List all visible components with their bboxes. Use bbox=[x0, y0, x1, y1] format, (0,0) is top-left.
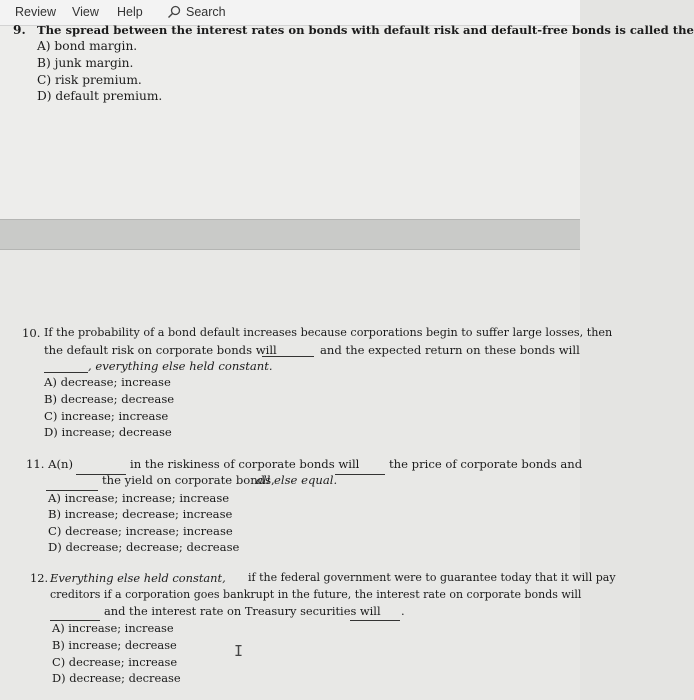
option-c[interactable]: C) decrease; increase bbox=[52, 655, 178, 669]
option-d[interactable]: D) default premium. bbox=[37, 89, 163, 103]
question-stem-line-3: and the interest rate on Treasury securities will bbox=[104, 604, 381, 618]
question-stem-line-1: If the probability of a bond default increases because corporations begin to suffer large losses, then bbox=[44, 326, 613, 339]
question-stem-line-2b: and the expected return on these bonds will bbox=[320, 343, 580, 357]
question-stem-line-3-end: . bbox=[401, 604, 405, 618]
document-page-2 bbox=[0, 250, 616, 700]
option-c[interactable]: C) increase; increase bbox=[44, 409, 169, 423]
question-stem: The spread between the interest rates on bonds with default risk and default-free bonds is called the bbox=[37, 23, 694, 37]
answer-blank bbox=[44, 362, 88, 373]
question-stem-line-2: creditors if a corporation goes bankrupt in the future, the interest rate on corporate bonds will bbox=[50, 588, 582, 601]
question-stem-line-3: , everything else held constant. bbox=[88, 359, 273, 373]
question-stem-line-2a: the default risk on corporate bonds will bbox=[44, 343, 277, 357]
question-number: 11. A(n) bbox=[26, 457, 74, 471]
page-separator bbox=[0, 219, 580, 250]
option-a[interactable]: A) increase; increase bbox=[52, 621, 174, 635]
option-a[interactable]: A) bond margin. bbox=[37, 39, 138, 53]
option-b[interactable]: B) decrease; decrease bbox=[44, 392, 175, 406]
question-stem-line-1b: the price of corporate bonds and bbox=[389, 457, 583, 471]
text-cursor-icon: I bbox=[234, 642, 244, 660]
question-stem-line-2b: all else equal. bbox=[256, 473, 338, 487]
search-label: Search bbox=[186, 5, 226, 19]
question-stem-line-1a: in the riskiness of corporate bonds will bbox=[130, 457, 360, 471]
menu-review[interactable]: Review bbox=[15, 5, 56, 19]
option-a[interactable]: A) decrease; increase bbox=[44, 375, 171, 389]
option-d[interactable]: D) increase; decrease bbox=[44, 425, 172, 439]
option-b[interactable]: B) increase; decrease; increase bbox=[48, 507, 233, 521]
question-number: 12. bbox=[30, 571, 49, 585]
option-b[interactable]: B) increase; decrease bbox=[52, 638, 177, 652]
option-d[interactable]: D) decrease; decrease; decrease bbox=[48, 540, 240, 554]
search-box[interactable] bbox=[167, 2, 226, 22]
question-number: 9. bbox=[13, 23, 26, 37]
question-stem-line-1a: Everything else held constant, bbox=[50, 571, 226, 585]
option-a[interactable]: A) increase; increase; increase bbox=[48, 491, 230, 505]
option-d[interactable]: D) decrease; decrease bbox=[52, 671, 181, 685]
option-b[interactable]: B) junk margin. bbox=[37, 56, 134, 70]
menu-view[interactable]: View bbox=[72, 5, 99, 19]
search-icon bbox=[167, 5, 181, 19]
menu-help[interactable]: Help bbox=[117, 5, 143, 19]
question-stem-line-1b: if the federal government were to guarantee today that it will pay bbox=[248, 571, 616, 584]
answer-blank bbox=[335, 464, 385, 475]
answer-blank bbox=[350, 610, 400, 621]
option-c[interactable]: C) risk premium. bbox=[37, 73, 142, 87]
question-stem-line-2a: the yield on corporate bonds, bbox=[102, 473, 275, 487]
option-c[interactable]: C) decrease; increase; increase bbox=[48, 524, 233, 538]
question-number: 10. bbox=[22, 326, 41, 340]
document-page-1 bbox=[0, 23, 694, 219]
answer-blank bbox=[262, 346, 314, 357]
